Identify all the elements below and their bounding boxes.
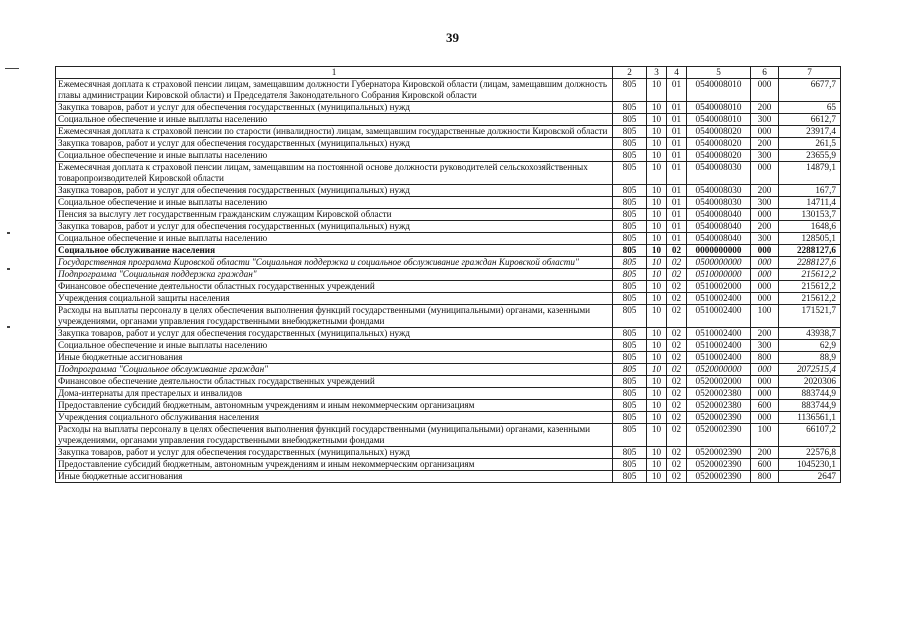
- row-name-cell: Расходы на выплаты персоналу в целях обеспечения выполнения функций государственными (муниципальными) органами, казенными учреждениями, органами управления государственными внебюджетными фондами: [56, 424, 613, 447]
- section-code-cell: 10: [647, 328, 667, 340]
- table-row: [56, 197, 841, 209]
- target-article-cell: 0520002390: [687, 424, 751, 447]
- section-code-cell: 10: [647, 376, 667, 388]
- target-article-cell: 0510002400: [687, 328, 751, 340]
- amount-cell: 66107,2: [779, 424, 841, 447]
- section-code-cell: 10: [647, 388, 667, 400]
- amount-cell: 215612,2: [779, 293, 841, 305]
- expense-type-cell: 000: [751, 79, 779, 102]
- chapter-code-cell: 805: [613, 281, 647, 293]
- row-name-cell: Подпрограмма "Социальная поддержка граждан": [56, 269, 613, 281]
- subsection-code-cell: 02: [667, 459, 687, 471]
- target-article-cell: 0520000000: [687, 364, 751, 376]
- target-article-cell: 0520002380: [687, 400, 751, 412]
- chapter-code-cell: 805: [613, 197, 647, 209]
- row-name-cell: Социальное обеспечение и иные выплаты населению: [56, 340, 613, 352]
- amount-cell: 23655,9: [779, 150, 841, 162]
- expense-type-cell: 600: [751, 400, 779, 412]
- section-code-cell: 10: [647, 412, 667, 424]
- amount-cell: 6677,7: [779, 79, 841, 102]
- chapter-code-cell: 805: [613, 376, 647, 388]
- amount-cell: 23917,4: [779, 126, 841, 138]
- amount-cell: 14711,4: [779, 197, 841, 209]
- chapter-code-cell: 805: [613, 126, 647, 138]
- subsection-code-cell: 01: [667, 102, 687, 114]
- expense-type-cell: 800: [751, 471, 779, 483]
- row-name-cell: Государственная программа Кировской области "Социальная поддержка и социальное обслуживание граждан Кировской области": [56, 257, 613, 269]
- amount-cell: 883744,9: [779, 400, 841, 412]
- target-article-cell: 0510002400: [687, 293, 751, 305]
- header-cell: 6: [751, 67, 779, 79]
- subsection-code-cell: 01: [667, 197, 687, 209]
- subsection-code-cell: 02: [667, 471, 687, 483]
- row-name-cell: Пенсия за выслугу лет государственным гражданским служащим Кировской области: [56, 209, 613, 221]
- amount-cell: 128505,1: [779, 233, 841, 245]
- subsection-code-cell: 02: [667, 269, 687, 281]
- expense-type-cell: 300: [751, 197, 779, 209]
- subsection-code-cell: 02: [667, 257, 687, 269]
- expense-type-cell: 200: [751, 185, 779, 197]
- table-row: [56, 459, 841, 471]
- subsection-code-cell: 02: [667, 376, 687, 388]
- chapter-code-cell: 805: [613, 162, 647, 185]
- margin-mark: [7, 268, 10, 270]
- subsection-code-cell: 02: [667, 447, 687, 459]
- expense-type-cell: 200: [751, 221, 779, 233]
- chapter-code-cell: 805: [613, 471, 647, 483]
- target-article-cell: 0510002400: [687, 340, 751, 352]
- table-row: [56, 352, 841, 364]
- expense-type-cell: 000: [751, 281, 779, 293]
- table-row: [56, 471, 841, 483]
- subsection-code-cell: 02: [667, 388, 687, 400]
- amount-cell: 22576,8: [779, 447, 841, 459]
- chapter-code-cell: 805: [613, 340, 647, 352]
- table-row: [56, 447, 841, 459]
- section-code-cell: 10: [647, 233, 667, 245]
- table-row: [56, 138, 841, 150]
- chapter-code-cell: 805: [613, 352, 647, 364]
- chapter-code-cell: 805: [613, 412, 647, 424]
- target-article-cell: 0540008010: [687, 102, 751, 114]
- chapter-code-cell: 805: [613, 221, 647, 233]
- expense-type-cell: 000: [751, 257, 779, 269]
- section-code-cell: 10: [647, 340, 667, 352]
- row-name-cell: Ежемесячная доплата к страховой пенсии лицам, замещавшим на постоянной основе должности руководителей сельскохозяйственных товаропроизводителей Кировской области: [56, 162, 613, 185]
- expense-type-cell: 200: [751, 328, 779, 340]
- row-name-cell: Финансовое обеспечение деятельности областных государственных учреждений: [56, 281, 613, 293]
- amount-cell: 43938,7: [779, 328, 841, 340]
- target-article-cell: 0520002380: [687, 388, 751, 400]
- expense-type-cell: 300: [751, 340, 779, 352]
- chapter-code-cell: 805: [613, 79, 647, 102]
- target-article-cell: 0510002000: [687, 281, 751, 293]
- chapter-code-cell: 805: [613, 233, 647, 245]
- row-name-cell: Социальное обслуживание населения: [56, 245, 613, 257]
- table-row: [56, 233, 841, 245]
- subsection-code-cell: 02: [667, 424, 687, 447]
- section-code-cell: 10: [647, 162, 667, 185]
- table-row: [56, 245, 841, 257]
- section-code-cell: 10: [647, 447, 667, 459]
- section-code-cell: 10: [647, 293, 667, 305]
- subsection-code-cell: 01: [667, 126, 687, 138]
- row-name-cell: Иные бюджетные ассигнования: [56, 352, 613, 364]
- target-article-cell: 0540008010: [687, 114, 751, 126]
- target-article-cell: 0540008020: [687, 150, 751, 162]
- target-article-cell: 0520002390: [687, 471, 751, 483]
- subsection-code-cell: 01: [667, 209, 687, 221]
- subsection-code-cell: 02: [667, 340, 687, 352]
- margin-mark: [5, 68, 19, 69]
- subsection-code-cell: 01: [667, 162, 687, 185]
- target-article-cell: 0540008010: [687, 79, 751, 102]
- row-name-cell: Социальное обеспечение и иные выплаты населению: [56, 150, 613, 162]
- amount-cell: 14879,1: [779, 162, 841, 185]
- section-code-cell: 10: [647, 400, 667, 412]
- amount-cell: 1136561,1: [779, 412, 841, 424]
- amount-cell: 6612,7: [779, 114, 841, 126]
- expense-type-cell: 000: [751, 126, 779, 138]
- section-code-cell: 10: [647, 281, 667, 293]
- row-name-cell: Ежемесячная доплата к страховой пенсии лицам, замещавшим должности Губернатора Кировской области (лицам, замещавшим должность главы администрации Кировской области) и Председателя Законодательного Собрания Кировской области: [56, 79, 613, 102]
- expense-type-cell: 200: [751, 102, 779, 114]
- table-row: [56, 185, 841, 197]
- section-code-cell: 10: [647, 209, 667, 221]
- amount-cell: 171521,7: [779, 305, 841, 328]
- chapter-code-cell: 805: [613, 459, 647, 471]
- target-article-cell: 0520002390: [687, 447, 751, 459]
- row-name-cell: Социальное обеспечение и иные выплаты населению: [56, 233, 613, 245]
- row-name-cell: Ежемесячная доплата к страховой пенсии по старости (инвалидности) лицам, замещавшим государственные должности Кировской области: [56, 126, 613, 138]
- amount-cell: 2020306: [779, 376, 841, 388]
- subsection-code-cell: 02: [667, 412, 687, 424]
- section-code-cell: 10: [647, 245, 667, 257]
- amount-cell: 130153,7: [779, 209, 841, 221]
- row-name-cell: Закупка товаров, работ и услуг для обеспечения государственных (муниципальных) нужд: [56, 185, 613, 197]
- section-code-cell: 10: [647, 424, 667, 447]
- target-article-cell: 0540008030: [687, 162, 751, 185]
- subsection-code-cell: 01: [667, 150, 687, 162]
- chapter-code-cell: 805: [613, 328, 647, 340]
- row-name-cell: Учреждения социального обслуживания населения: [56, 412, 613, 424]
- table-row: [56, 376, 841, 388]
- target-article-cell: 0500000000: [687, 257, 751, 269]
- row-name-cell: Закупка товаров, работ и услуг для обеспечения государственных (муниципальных) нужд: [56, 102, 613, 114]
- expense-type-cell: 000: [751, 376, 779, 388]
- amount-cell: 88,9: [779, 352, 841, 364]
- table-row: [56, 126, 841, 138]
- target-article-cell: 0510000000: [687, 269, 751, 281]
- margin-mark: [7, 232, 10, 234]
- amount-cell: 65: [779, 102, 841, 114]
- expense-type-cell: 300: [751, 150, 779, 162]
- target-article-cell: 0540008040: [687, 221, 751, 233]
- chapter-code-cell: 805: [613, 447, 647, 459]
- section-code-cell: 10: [647, 459, 667, 471]
- target-article-cell: 0540008030: [687, 185, 751, 197]
- target-article-cell: 0000000000: [687, 245, 751, 257]
- section-code-cell: 10: [647, 79, 667, 102]
- target-article-cell: 0510002400: [687, 305, 751, 328]
- amount-cell: 2288127,6: [779, 257, 841, 269]
- section-code-cell: 10: [647, 185, 667, 197]
- row-name-cell: Дома-интернаты для престарелых и инвалидов: [56, 388, 613, 400]
- expense-type-cell: 200: [751, 138, 779, 150]
- table-row: [56, 340, 841, 352]
- table-row: [56, 257, 841, 269]
- header-cell: 4: [667, 67, 687, 79]
- subsection-code-cell: 01: [667, 138, 687, 150]
- section-code-cell: 10: [647, 352, 667, 364]
- subsection-code-cell: 01: [667, 185, 687, 197]
- page-number: 39: [446, 30, 459, 45]
- section-code-cell: 10: [647, 257, 667, 269]
- row-name-cell: Закупка товаров, работ и услуг для обеспечения государственных (муниципальных) нужд: [56, 221, 613, 233]
- chapter-code-cell: 805: [613, 364, 647, 376]
- row-name-cell: Подпрограмма "Социальное обслуживание граждан": [56, 364, 613, 376]
- section-code-cell: 10: [647, 138, 667, 150]
- table-row: [56, 79, 841, 102]
- subsection-code-cell: 02: [667, 281, 687, 293]
- chapter-code-cell: 805: [613, 138, 647, 150]
- table-row: [56, 364, 841, 376]
- header-cell: 3: [647, 67, 667, 79]
- row-name-cell: Социальное обеспечение и иные выплаты населению: [56, 197, 613, 209]
- table-row: [56, 412, 841, 424]
- subsection-code-cell: 02: [667, 245, 687, 257]
- subsection-code-cell: 01: [667, 233, 687, 245]
- chapter-code-cell: 805: [613, 209, 647, 221]
- section-code-cell: 10: [647, 471, 667, 483]
- chapter-code-cell: 805: [613, 305, 647, 328]
- subsection-code-cell: 02: [667, 293, 687, 305]
- expense-type-cell: 200: [751, 447, 779, 459]
- subsection-code-cell: 02: [667, 364, 687, 376]
- subsection-code-cell: 02: [667, 352, 687, 364]
- expense-type-cell: 100: [751, 424, 779, 447]
- target-article-cell: 0520002000: [687, 376, 751, 388]
- chapter-code-cell: 805: [613, 245, 647, 257]
- expense-type-cell: 000: [751, 209, 779, 221]
- target-article-cell: 0520002390: [687, 459, 751, 471]
- row-name-cell: Закупка товаров, работ и услуг для обеспечения государственных (муниципальных) нужд: [56, 138, 613, 150]
- chapter-code-cell: 805: [613, 388, 647, 400]
- budget-table: [55, 66, 841, 483]
- expense-type-cell: 000: [751, 269, 779, 281]
- expense-type-cell: 600: [751, 459, 779, 471]
- subsection-code-cell: 02: [667, 400, 687, 412]
- target-article-cell: 0540008020: [687, 126, 751, 138]
- amount-cell: 1045230,1: [779, 459, 841, 471]
- chapter-code-cell: 805: [613, 269, 647, 281]
- section-code-cell: 10: [647, 269, 667, 281]
- table-header-row: [56, 67, 841, 79]
- expense-type-cell: 000: [751, 412, 779, 424]
- expense-type-cell: 300: [751, 233, 779, 245]
- row-name-cell: Учреждения социальной защиты населения: [56, 293, 613, 305]
- table-row: [56, 114, 841, 126]
- section-code-cell: 10: [647, 221, 667, 233]
- row-name-cell: Закупка товаров, работ и услуг для обеспечения государственных (муниципальных) нужд: [56, 447, 613, 459]
- chapter-code-cell: 805: [613, 400, 647, 412]
- expense-type-cell: 000: [751, 364, 779, 376]
- amount-cell: 167,7: [779, 185, 841, 197]
- subsection-code-cell: 01: [667, 79, 687, 102]
- table-row: [56, 328, 841, 340]
- row-name-cell: Закупка товаров, работ и услуг для обеспечения государственных (муниципальных) нужд: [56, 328, 613, 340]
- row-name-cell: Иные бюджетные ассигнования: [56, 471, 613, 483]
- amount-cell: 215612,2: [779, 281, 841, 293]
- row-name-cell: Финансовое обеспечение деятельности областных государственных учреждений: [56, 376, 613, 388]
- amount-cell: 261,5: [779, 138, 841, 150]
- expense-type-cell: 000: [751, 388, 779, 400]
- expense-type-cell: 000: [751, 293, 779, 305]
- table-row: [56, 102, 841, 114]
- subsection-code-cell: 02: [667, 305, 687, 328]
- subsection-code-cell: 01: [667, 114, 687, 126]
- amount-cell: 1648,6: [779, 221, 841, 233]
- target-article-cell: 0520002390: [687, 412, 751, 424]
- table-row: [56, 388, 841, 400]
- table-row: [56, 269, 841, 281]
- table-row: [56, 150, 841, 162]
- amount-cell: 2288127,6: [779, 245, 841, 257]
- subsection-code-cell: 02: [667, 328, 687, 340]
- margin-mark: [7, 326, 10, 328]
- row-name-cell: Расходы на выплаты персоналу в целях обеспечения выполнения функций государственными (муниципальными) органами, казенными учреждениями, органами управления государственными внебюджетными фондами: [56, 305, 613, 328]
- header-cell: 5: [687, 67, 751, 79]
- expense-type-cell: 800: [751, 352, 779, 364]
- table-row: [56, 305, 841, 328]
- table-row: [56, 424, 841, 447]
- row-name-cell: Предоставление субсидий бюджетным, автономным учреждениям и иным некоммерческим организациям: [56, 459, 613, 471]
- row-name-cell: Предоставление субсидий бюджетным, автономным учреждениям и иным некоммерческим организациям: [56, 400, 613, 412]
- expense-type-cell: 000: [751, 162, 779, 185]
- table-row: [56, 400, 841, 412]
- subsection-code-cell: 01: [667, 221, 687, 233]
- target-article-cell: 0540008020: [687, 138, 751, 150]
- section-code-cell: 10: [647, 197, 667, 209]
- amount-cell: 2072515,4: [779, 364, 841, 376]
- table-row: [56, 293, 841, 305]
- target-article-cell: 0540008040: [687, 209, 751, 221]
- header-cell: 7: [779, 67, 841, 79]
- amount-cell: 215612,2: [779, 269, 841, 281]
- table-row: [56, 281, 841, 293]
- amount-cell: 883744,9: [779, 388, 841, 400]
- chapter-code-cell: 805: [613, 293, 647, 305]
- expense-type-cell: 000: [751, 245, 779, 257]
- table-row: [56, 221, 841, 233]
- chapter-code-cell: 805: [613, 185, 647, 197]
- expense-type-cell: 300: [751, 114, 779, 126]
- chapter-code-cell: 805: [613, 114, 647, 126]
- chapter-code-cell: 805: [613, 424, 647, 447]
- amount-cell: 2647: [779, 471, 841, 483]
- section-code-cell: 10: [647, 114, 667, 126]
- expense-type-cell: 100: [751, 305, 779, 328]
- amount-cell: 62,9: [779, 340, 841, 352]
- section-code-cell: 10: [647, 102, 667, 114]
- section-code-cell: 10: [647, 150, 667, 162]
- section-code-cell: 10: [647, 126, 667, 138]
- target-article-cell: 0540008030: [687, 197, 751, 209]
- chapter-code-cell: 805: [613, 102, 647, 114]
- table-row: [56, 209, 841, 221]
- header-cell: 1: [56, 67, 613, 79]
- section-code-cell: 10: [647, 364, 667, 376]
- header-cell: 2: [613, 67, 647, 79]
- target-article-cell: 0540008040: [687, 233, 751, 245]
- row-name-cell: Социальное обеспечение и иные выплаты населению: [56, 114, 613, 126]
- target-article-cell: 0510002400: [687, 352, 751, 364]
- chapter-code-cell: 805: [613, 257, 647, 269]
- section-code-cell: 10: [647, 305, 667, 328]
- chapter-code-cell: 805: [613, 150, 647, 162]
- table-row: [56, 162, 841, 185]
